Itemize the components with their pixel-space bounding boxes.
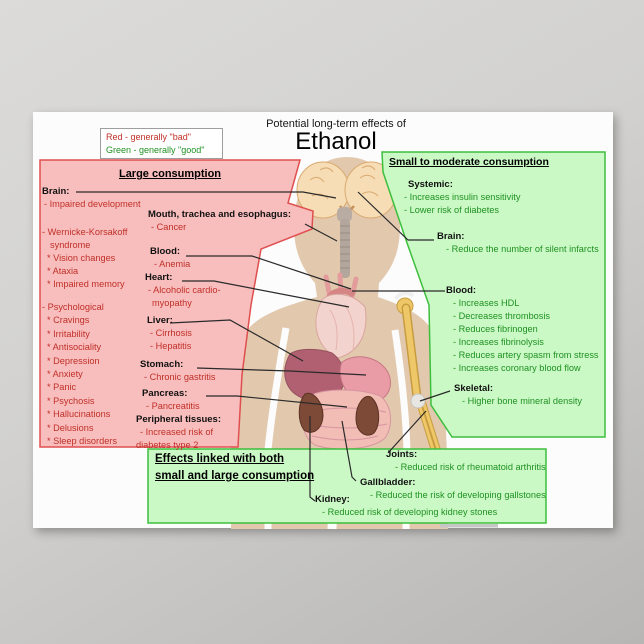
section-label: Joints:: [386, 449, 418, 460]
color-legend: [100, 128, 223, 159]
section-item: - Reduced risk of developing kidney stones: [322, 507, 498, 517]
section-item: - Increases HDL: [453, 298, 520, 308]
poster-subtitle: Potential long-term effects of: [266, 118, 406, 130]
section-label: Peripheral tissues:: [136, 414, 222, 425]
section-item: - Higher bone mineral density: [462, 396, 583, 406]
section-item: - Increases insulin sensitivity: [404, 192, 521, 202]
section-skeletal: [454, 382, 582, 408]
section-label: Blood:: [150, 246, 181, 257]
section-label: Gallbladder:: [360, 477, 416, 488]
section-item: - Alcoholic cardio-myopathy: [148, 285, 221, 308]
section-subitem: * Depression: [47, 355, 100, 366]
section-subitem: * Sleep disorders: [47, 436, 117, 447]
section-item: - Pancreatitis: [146, 401, 200, 411]
section-item: - Lower risk of diabetes: [404, 205, 499, 215]
section-label: Systemic:: [408, 179, 453, 190]
header-line: small and large consumption: [155, 470, 315, 482]
section-subitem: * Psychosis: [47, 395, 95, 406]
section-item: - Reduces fibrinogen: [453, 324, 538, 334]
section-item: - Reduced the risk of developing gallstones: [370, 490, 546, 500]
section-label: Heart:: [145, 272, 173, 283]
large-consumption-header: Large consumption: [118, 168, 222, 180]
section-subitem: * Hallucinations: [47, 409, 111, 420]
section-blood-good: [446, 284, 599, 375]
section-item: - Reduce the number of silent infarcts: [446, 244, 599, 254]
section-item: - Increased risk of diabetes type 2: [136, 427, 214, 450]
section-subitem: * Ataxia: [47, 266, 79, 276]
legend-red: Red - generally "bad": [106, 132, 191, 142]
section-brain-bad: [42, 185, 141, 211]
section-label: Skeletal:: [454, 383, 494, 394]
poster-title: Ethanol: [295, 128, 377, 155]
section-pancreas: [142, 387, 200, 413]
section-item: - Decreases thrombosis: [453, 311, 551, 321]
section-heart: [145, 271, 235, 310]
section-joints: [386, 448, 546, 474]
section-label: Stomach:: [140, 359, 184, 370]
section-item: - Psychological: [42, 302, 104, 312]
both-consumption-header: [155, 451, 314, 485]
section-item: - Reduced risk of rheumatoid arthritis: [395, 462, 546, 472]
section-subitem: * Impaired memory: [47, 279, 125, 289]
section-item: - Impaired development: [44, 199, 141, 209]
section-label: Mouth, trachea and esophagus:: [148, 209, 292, 220]
legend-green: Green - generally "good": [106, 145, 205, 155]
header-line: Effects linked with both: [155, 453, 285, 465]
section-label: Kidney:: [315, 494, 350, 505]
section-wernicke: [42, 226, 156, 291]
section-label: Brain:: [42, 186, 70, 197]
section-subitem: * Delusions: [47, 422, 94, 433]
section-psychological: [42, 301, 117, 448]
section-item: - Cirrhosis: [150, 328, 192, 338]
section-stomach: [140, 358, 215, 384]
section-blood-bad: [150, 245, 190, 271]
section-subitem: * Anxiety: [47, 369, 83, 380]
section-subitem: * Cravings: [47, 315, 90, 326]
section-item: - Chronic gastritis: [144, 372, 216, 382]
section-kidney: [315, 493, 497, 519]
section-subitem: * Antisociality: [47, 342, 102, 353]
section-item: - Hepatitis: [150, 341, 192, 351]
section-label: Liver:: [147, 315, 173, 326]
section-systemic: [404, 178, 520, 217]
section-mouth: [148, 208, 291, 234]
section-item: - Cancer: [151, 222, 187, 232]
section-item: - Reduces artery spasm from stress: [453, 350, 599, 360]
section-brain-good: [437, 230, 599, 256]
section-subitem: * Vision changes: [47, 253, 116, 263]
section-label: Blood:: [446, 285, 477, 296]
section-subitem: * Irritability: [47, 328, 90, 339]
section-item: - Anemia: [154, 259, 191, 269]
section-item: - Wernicke-Korsakoff syndrome: [42, 227, 128, 250]
section-item: - Increases coronary blood flow: [453, 363, 581, 373]
section-peripheral: [136, 413, 240, 452]
section-label: Pancreas:: [142, 388, 188, 399]
small-moderate-header: Small to moderate consumption: [389, 156, 549, 168]
section-label: Brain:: [437, 231, 465, 242]
section-subitem: * Panic: [47, 382, 77, 393]
section-item: - Increases fibrinolysis: [453, 337, 544, 347]
section-liver: [147, 314, 192, 353]
